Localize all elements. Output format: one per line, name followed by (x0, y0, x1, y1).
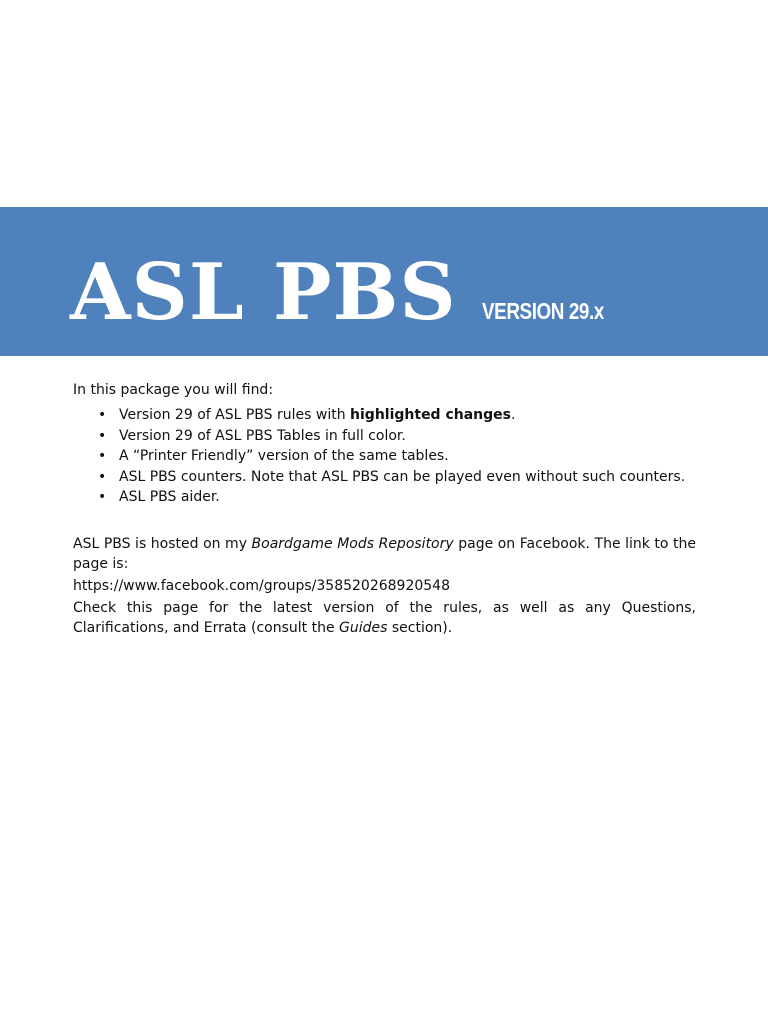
list-item: • ASL PBS counters. Note that ASL PBS can be played even without such counters. (119, 467, 696, 488)
list-item: • ASL PBS aider. (119, 487, 696, 508)
document-body (73, 380, 696, 638)
highlighted-changes-text: highlighted changes (350, 407, 511, 423)
list-item: • Version 29 of ASL PBS Tables in full color. (119, 426, 696, 447)
hosting-paragraph: ASL PBS is hosted on my Boardgame Mods Repository page on Facebook. The link to the page is: (73, 535, 697, 572)
list-item: • Version 29 of ASL PBS rules with highlighted changes. (119, 405, 696, 426)
check-paragraph: Check this page for the latest version of the rules, as well as any Questions, Clarifications, and Errata (consult the Guides section). (73, 599, 696, 636)
document-title: ASL PBS (70, 247, 457, 338)
version-label: VERSION 29.x (482, 298, 604, 324)
guides-section-name: Guides (339, 619, 388, 636)
package-contents-list (73, 405, 696, 508)
intro-text: In this package you will find: (73, 382, 274, 398)
facebook-group-link[interactable]: https://www.facebook.com/groups/358520268920548 (73, 577, 450, 594)
repository-name: Boardgame Mods Repository (251, 535, 454, 552)
list-item: • A “Printer Friendly” version of the same tables. (119, 446, 696, 467)
